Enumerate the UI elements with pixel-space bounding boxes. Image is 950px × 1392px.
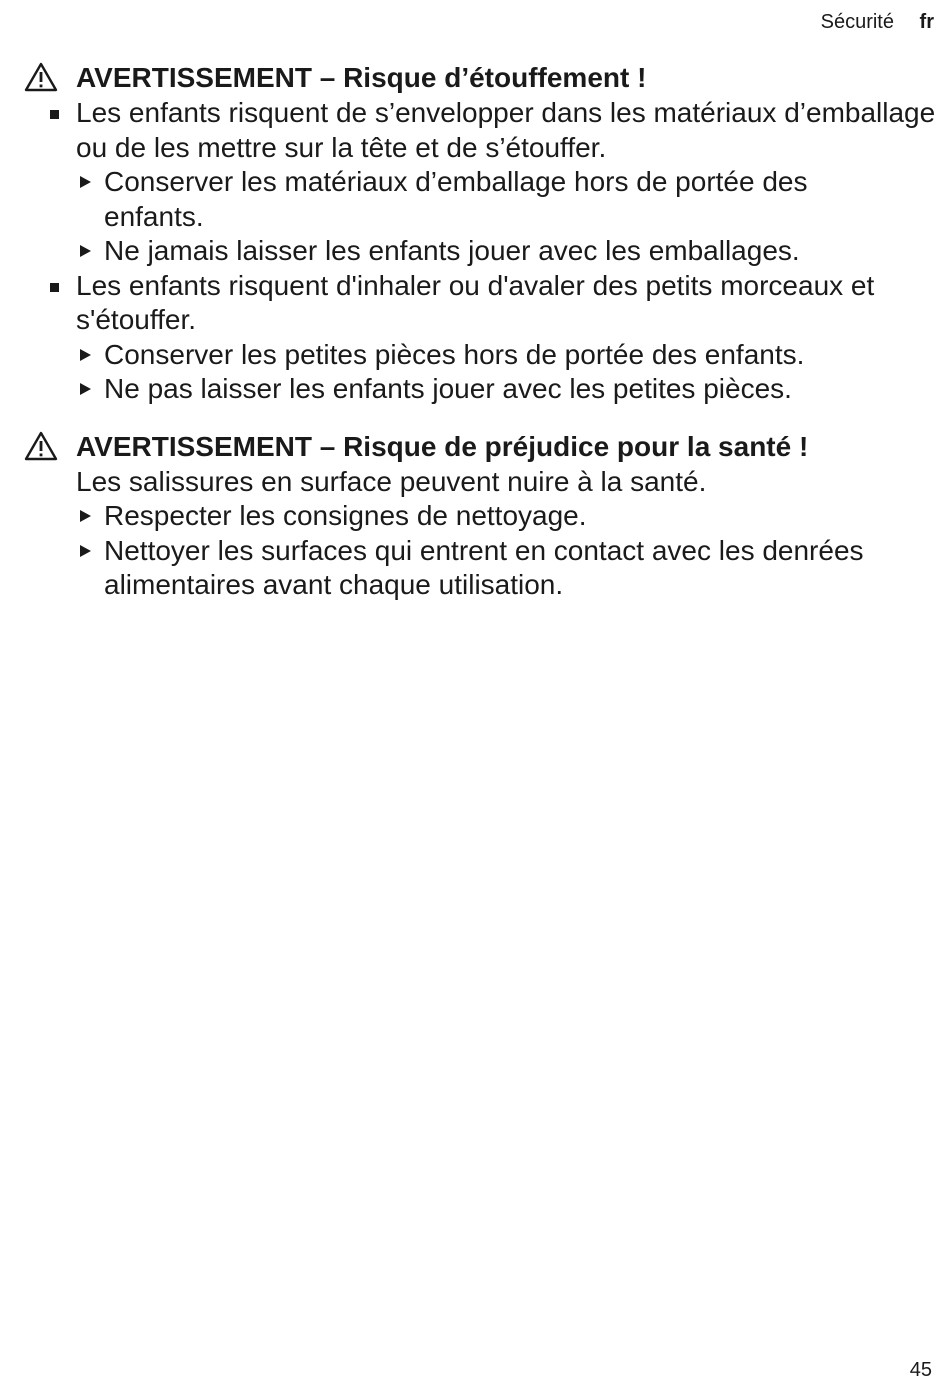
warning-triangle-icon: [24, 431, 58, 461]
triangle-arrow-icon: [80, 545, 91, 557]
page-header: [821, 8, 934, 36]
bullet-text: Les enfants risquent de s’envelopper dans les matériaux d’emballage ou de les mettre sur la tête et de s’étouffer.: [76, 97, 936, 163]
list-item: [0, 269, 950, 338]
action-item: [0, 234, 950, 269]
action-text: Nettoyer les surfaces qui entrent en contact avec les denrées alimentaires avant chaque utilisation.: [104, 534, 864, 600]
action-item: [0, 165, 950, 234]
triangle-arrow-icon: [80, 245, 91, 257]
triangle-arrow-icon: [80, 510, 91, 522]
action-text: Conserver les petites pièces hors de portée des enfants.: [104, 338, 805, 370]
action-text: Respecter les consignes de nettoyage.: [104, 500, 587, 531]
square-bullet-icon: [50, 283, 59, 292]
square-bullet-icon: [50, 110, 59, 119]
list-item: [0, 96, 950, 165]
page-number: 45: [909, 1359, 932, 1381]
warning-heading: [0, 429, 950, 465]
warning-block-health: [0, 429, 950, 603]
triangle-arrow-icon: [80, 176, 91, 188]
section-title: Sécurité: [820, 11, 894, 33]
action-text: Ne jamais laisser les enfants jouer avec les emballages.: [104, 235, 800, 266]
warning-heading: [0, 60, 950, 96]
warning-block-suffocation: [0, 60, 950, 407]
triangle-arrow-icon: [80, 349, 91, 361]
action-item: [0, 499, 950, 534]
bullet-text: Les enfants risquent d'inhaler ou d'avaler des petits morceaux et s'étouffer.: [76, 269, 875, 335]
language-code: fr: [919, 11, 934, 33]
warning-title: AVERTISSEMENT – Risque d’étouffement !: [76, 62, 647, 93]
action-text: Ne pas laisser les enfants jouer avec les petites pièces.: [104, 373, 792, 404]
action-item: [0, 534, 950, 603]
action-item: [0, 338, 950, 373]
action-text: Conserver les matériaux d’emballage hors de portée des enfants.: [104, 166, 808, 232]
warning-description: Les salissures en surface peuvent nuire à la santé.: [76, 465, 707, 497]
action-item: [0, 372, 950, 407]
warning-triangle-icon: [24, 62, 58, 92]
warning-title: AVERTISSEMENT – Risque de préjudice pour la santé !: [76, 430, 809, 462]
page-content: [0, 60, 950, 625]
triangle-arrow-icon: [80, 383, 91, 395]
